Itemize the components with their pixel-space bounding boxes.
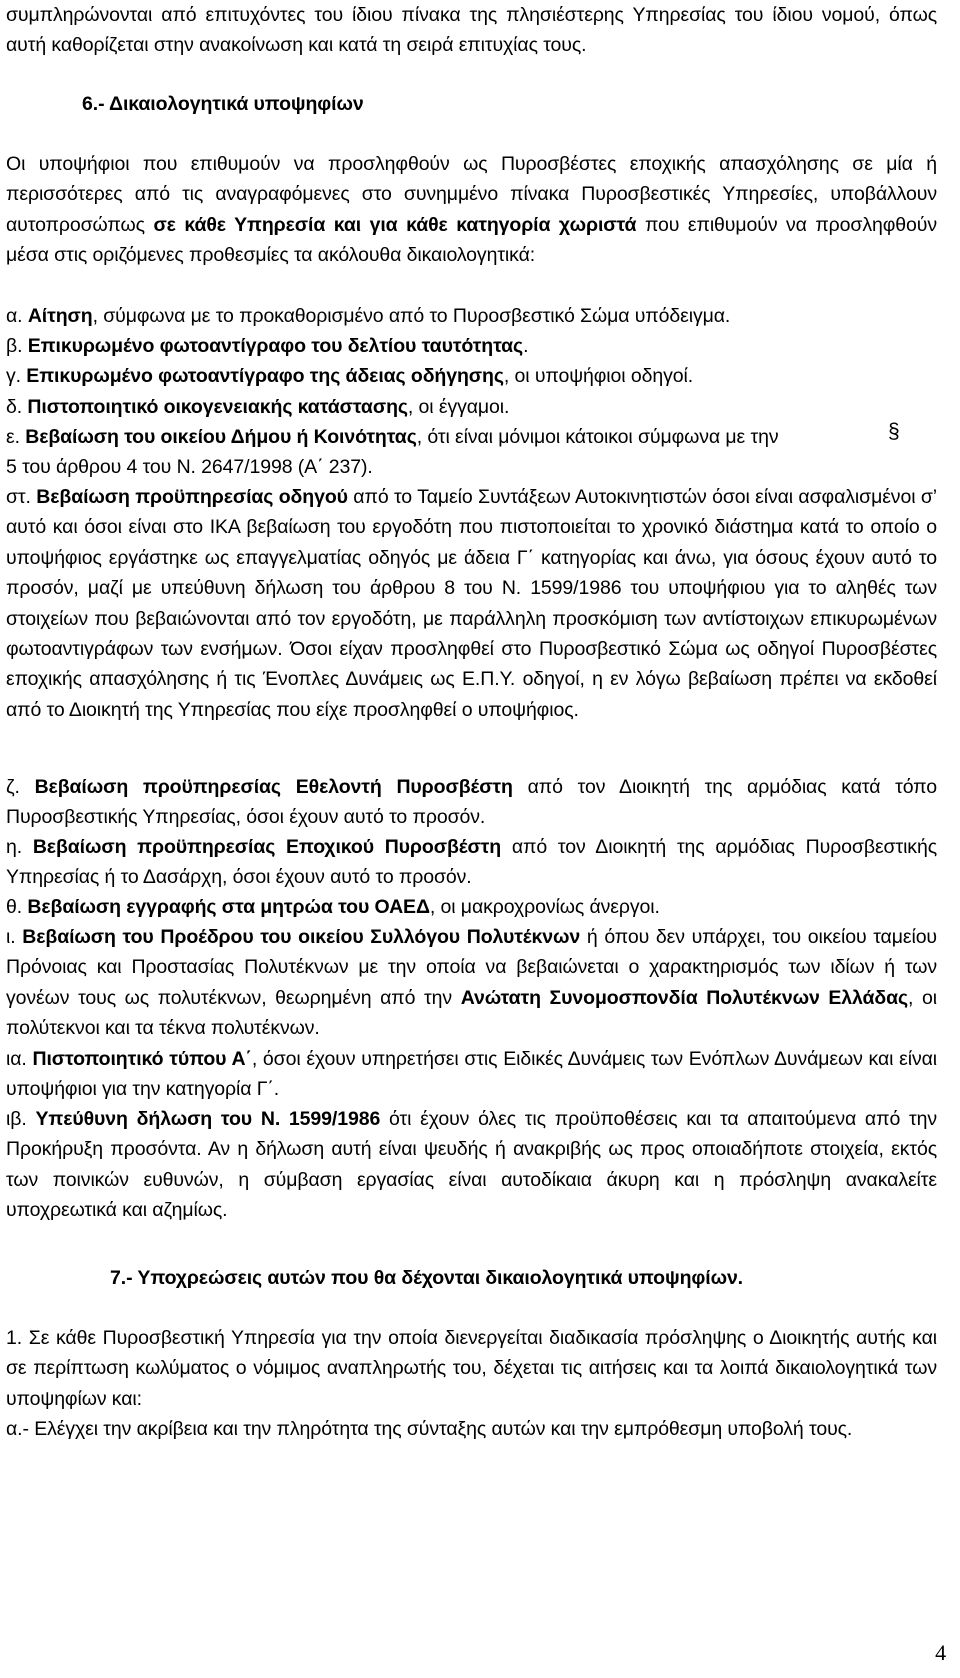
item-marker: γ.: [6, 365, 27, 387]
item-text: , οι μακροχρονίως άνεργοι.: [429, 896, 660, 918]
section-7-heading: 7.- Υποχρεώσεις αυτών που θα δέχονται δικαιολογητικά υποψηφίων.: [110, 1267, 744, 1289]
intro-text-end: που επιθυμούν να προσληφθούν μέσα στις οριζόμενες προθεσμίες τα ακόλουθα δικαιολογητικά:: [6, 213, 937, 267]
item-text: , ότι είναι μόνιμοι κάτοικοι σύμφωνα με την: [416, 426, 779, 448]
item-title: Βεβαίωση του οικείου Δήμου ή Κοινότητας: [25, 426, 417, 448]
item-marker: η.: [6, 836, 33, 858]
item-e-continued: 5 του άρθρου 4 του Ν. 2647/1998 (Α΄ 237).: [6, 456, 373, 478]
item-title: Βεβαίωση εγγραφής στα μητρώα του ΟΑΕΔ: [27, 896, 430, 918]
item-marker: ε.: [6, 426, 26, 448]
item-h: [6, 832, 937, 893]
item-title: Βεβαίωση προϋπηρεσίας Εθελοντή Πυροσβέστη: [34, 776, 513, 798]
item-marker: στ.: [6, 486, 37, 508]
item-title: Πιστοποιητικό τύπου Α΄: [32, 1048, 252, 1070]
item-text: .: [523, 335, 529, 357]
item-a: [6, 301, 937, 331]
item-st: [6, 482, 937, 725]
item-marker: ιβ.: [6, 1108, 36, 1130]
item-text: , οι έγγαμοι.: [407, 396, 510, 418]
item-title: Βεβαίωση προϋπηρεσίας Εποχικού Πυροσβέστη: [32, 836, 502, 858]
item-marker: β.: [6, 335, 28, 357]
item-text: , σύμφωνα με το προκαθορισμένο από το Πυροσβεστικό Σώμα υπόδειγμα.: [92, 305, 731, 327]
item-title: Επικυρωμένο φωτοαντίγραφο της άδειας οδήγησης: [26, 365, 504, 387]
item-text: ότι έχουν όλες τις προϋποθέσεις και τα απαιτούμενα από την Προκήρυξη προσόντα. Αν η δήλωση αυτή είναι ψευδής ή ανακριβής ως προς οποιαδήποτε στοιχεία, εκτός των ποινικών ευθυνών, η σύμβαση εργασίας είναι αυτοδίκαια άκυρη και η πρόσληψη ανακαλείτε υποχρεωτικά και αζημίως.: [6, 1108, 938, 1222]
item-marker: θ.: [6, 896, 28, 918]
item-marker: α.: [6, 305, 28, 327]
item-d: [6, 392, 937, 422]
item-text: , όσοι έχουν υπηρετήσει στις Ειδικές Δυνάμεις των Ενόπλων Δυνάμεων και είναι υποψήφιοι για την κατηγορία Γ΄.: [6, 1048, 938, 1101]
section-7-item-a: α.- Ελέγχει την ακρίβεια και την πληρότητα της σύνταξης αυτών και την εμπρόθεσμη υποβολή τους.: [6, 1418, 853, 1440]
item-ib: [6, 1104, 937, 1226]
item-i: [6, 922, 937, 1044]
item-title: Επικυρωμένο φωτοαντίγραφο του δελτίου ταυτότητας: [27, 335, 524, 357]
item-text: από το Ταμείο Συντάξεων Αυτοκινητιστών όσοι είναι ασφαλισμένοι σ’ αυτό και όσοι είναι στο ΙΚΑ βεβαίωση του εργοδότη που πιστοποιείται το χρονικό διάστημα κατά το οποίο ο υποψήφιος εργάστηκε ως επαγγελματίας οδηγός με άδεια Γ΄ κατηγορίας και άνω, για όσους έχουν αυτό το προσόν, μαζί με υπεύθυνη δήλωση του άρθρου 8 του Ν. 1599/1986 του υποψήφιου για το αληθές των στοιχείων που βεβαιώνονται από τον εργοδότη, με παράλληλη προσκόμιση των αντίστοιχων επικυρωμένων φωτοαντιγράφων των ενσήμων. Όσοι είχαν προσληφθεί στο Πυροσβεστικό Σώμα ως οδηγοί Πυροσβέστες εποχικής απασχόλησης ή τις Ένοπλες Δυνάμεις ως Ε.Π.Υ. οδηγοί, η εν λόγω βεβαίωση πρέπει να εκδοθεί από το Διοικητή της Υπηρεσίας που είχε προσληφθεί ο υποψήφιος.: [6, 486, 937, 721]
item-th: [6, 892, 937, 922]
section-6-heading: 6.- Δικαιολογητικά υποψηφίων: [82, 93, 364, 115]
section-7-paragraph-1: 1. Σε κάθε Πυροσβεστική Υπηρεσία για την οποία διενεργείται διαδικασία πρόσληψης ο Διοικητής αυτής και σε περίπτωση κωλύματος ο νόμιμος αναπληρωτής του, δέχεται τις αιτήσεις και τα λοιπά δικαιολογητικά των υποψηφίων και:: [6, 1327, 937, 1410]
item-title: Βεβαίωση προϋπηρεσίας οδηγού: [36, 486, 348, 508]
item-text: από τον Διοικητή της αρμόδιας Πυροσβεστικής Υπηρεσίας ή το Δασάρχη, όσοι έχουν αυτό το προσόν.: [6, 836, 937, 889]
page-number: 4: [935, 1640, 946, 1665]
intro-paragraph: συμπληρώνονται από επιτυχόντες του ίδιου πίνακα της πλησιέστερης Υπηρεσίας του ίδιου νομού, όπως αυτή καθορίζεται στην ανακοίνωση και κατά τη σειρά επιτυχίας τους.: [6, 4, 937, 57]
item-text: ή όπου δεν υπάρχει, του οικείου ταμείου Πρόνοιας και Προστασίας Πολυτέκνων με την οποία να βεβαιώνεται ο χαρακτηρισμός των ιδίων ή των γονέων τους ως πολυτέκνων, θεωρημένη από την: [6, 926, 937, 1009]
item-marker: ζ.: [6, 776, 35, 798]
item-title: Πιστοποιητικό οικογενειακής κατάστασης: [27, 396, 408, 418]
item-title: Βεβαίωση του Προέδρου του οικείου Συλλόγου Πολυτέκνων: [22, 926, 581, 948]
item-ia: [6, 1044, 937, 1105]
item-marker: ια.: [6, 1048, 33, 1070]
item-marker: δ.: [6, 396, 28, 418]
item-text: , οι υποψήφιοι οδηγοί.: [503, 365, 694, 387]
item-b: [6, 331, 937, 361]
item-c: [6, 361, 937, 391]
item-title: Υπεύθυνη δήλωση του Ν. 1599/1986: [35, 1108, 381, 1130]
item-e: [6, 422, 886, 452]
intro-emphasis: σε κάθε Υπηρεσία και για κάθε κατηγορία χωριστά: [153, 213, 637, 236]
intro-text-start: Οι υποψήφιοι που επιθυμούν να προσληφθούν ως Πυροσβέστες εποχικής απασχόλησης σε μία ή περισσότερες από τις αναγραφόμενες στο συνημμένο πίνακα Πυροσβεστικές Υπηρεσίες, υποβάλλουν αυτοπροσώπως: [6, 153, 937, 236]
item-title: Αίτηση: [27, 305, 93, 327]
item-marker: ι.: [6, 926, 23, 948]
section-sign-symbol: §: [888, 420, 900, 443]
section-6-intro: [6, 149, 937, 271]
item-emphasis: Ανώτατη Συνομοσπονδία Πολυτέκνων Ελλάδας: [460, 986, 909, 1009]
item-z: [6, 772, 937, 833]
item-text: από τον Διοικητή της αρμόδιας κατά τόπο Πυροσβεστικής Υπηρεσίας, όσοι έχουν αυτό το προσόν.: [6, 776, 938, 829]
item-text-end: , οι πολύτεκνοι και τα τέκνα πολυτέκνων.: [6, 986, 937, 1040]
